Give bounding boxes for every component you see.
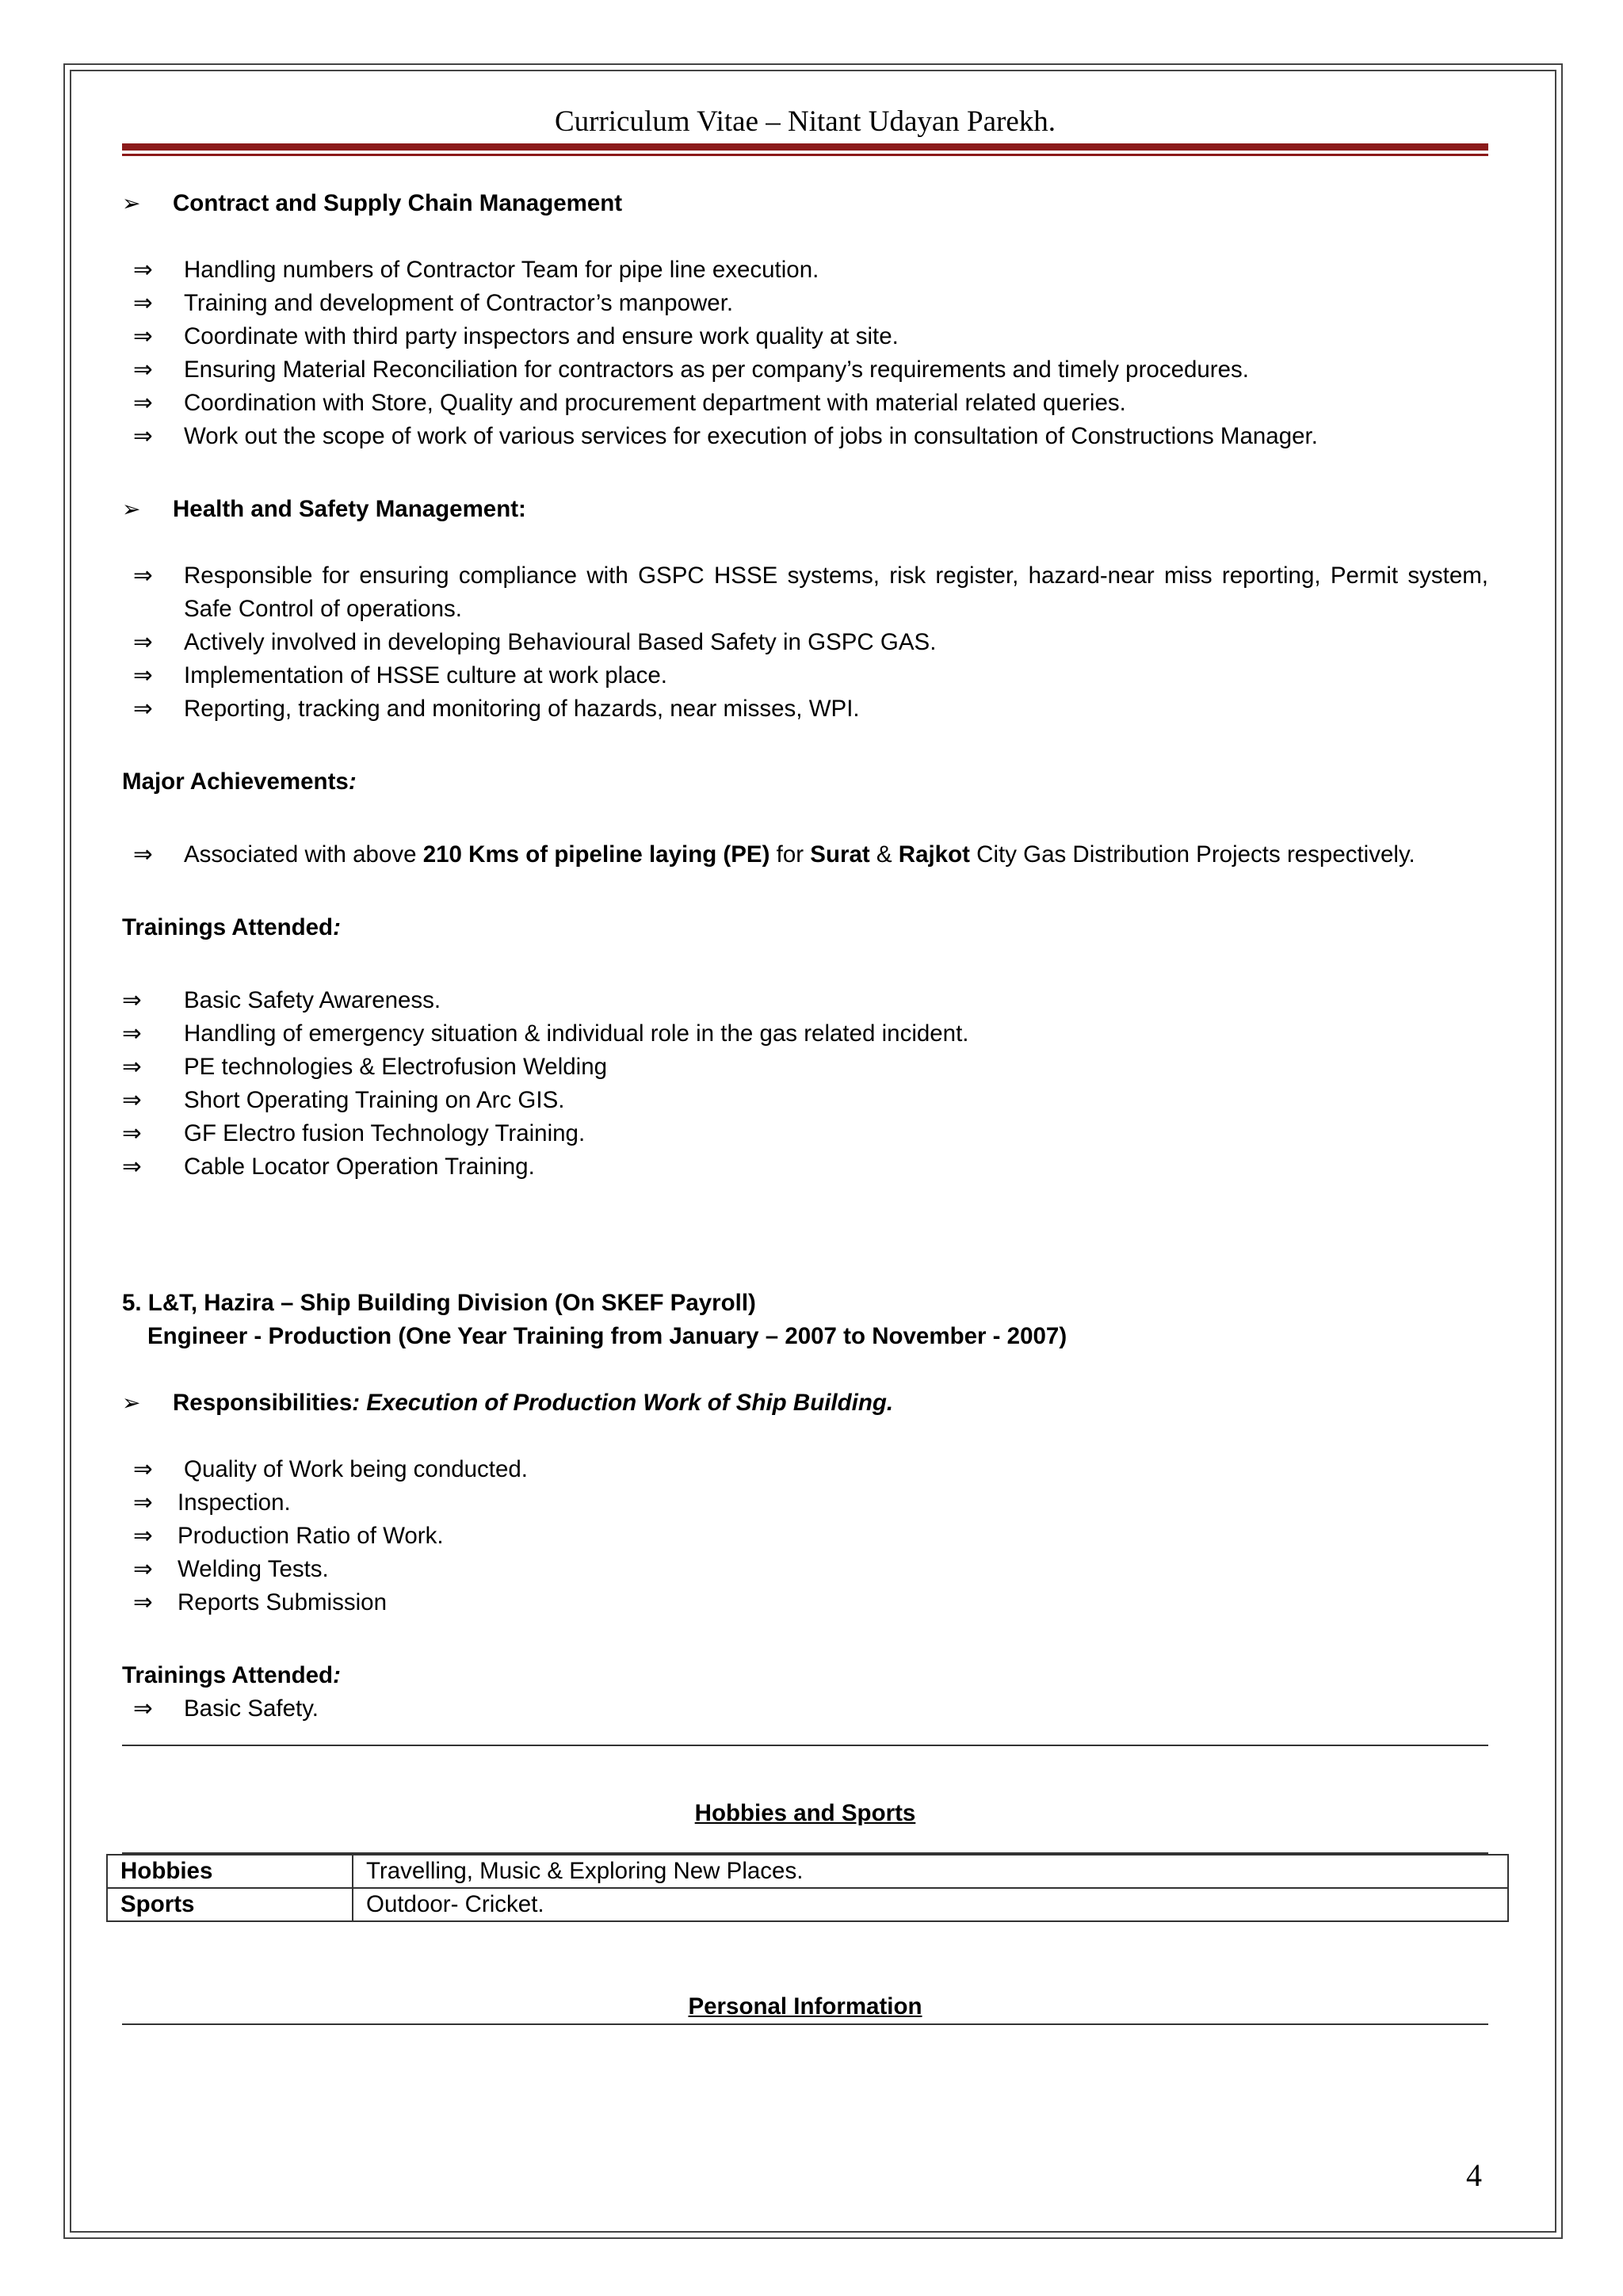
bullet-arrow-icon: ➢ [122,497,141,521]
responsibilities-list [122,1453,1488,1619]
trainings-list-2 [122,1692,1488,1726]
contract-title-text: Contract and Supply Chain Management [173,190,623,216]
implies-arrow-icon: ⇒ [133,841,153,868]
implies-arrow-icon: ⇒ [133,662,153,688]
list-item: ⇒ Production Ratio of Work. [122,1520,1488,1553]
list-item: ⇒ Handling numbers of Contractor Team for pipe line execution. [122,254,1488,287]
implies-arrow-icon: ⇒ [133,323,153,349]
implies-arrow-icon: ⇒ [133,423,153,449]
list-item: ⇒ Actively involved in developing Behavioural Based Safety in GSPC GAS. [122,626,1488,659]
list-item: ⇒ Reporting, tracking and monitoring of hazards, near misses, WPI. [122,692,1488,726]
achievements-list [122,838,1488,871]
table-cell-value: Outdoor- Cricket. [353,1888,1508,1921]
contract-section-title [122,187,1488,220]
implies-arrow-icon: ⇒ [133,1695,153,1722]
personal-heading: Personal Information [688,1993,922,2019]
header-rule [122,143,1488,151]
list-item: ⇒ Cable Locator Operation Training. [122,1150,1488,1184]
achievements-heading: Major Achievements: [122,769,357,795]
personal-divider [122,2023,1488,2025]
implies-arrow-icon: ⇒ [133,257,153,283]
list-item: ⇒ Ensuring Material Reconciliation for contractors as per company’s requirements and timely procedures. [122,353,1488,387]
list-item: ⇒ Training and development of Contractor’s manpower. [122,287,1488,320]
list-item: ⇒ GF Electro fusion Technology Training. [122,1117,1488,1150]
trainings-heading-2: Trainings Attended: [122,1662,341,1688]
list-item: ⇒ Associated with above 210 Kms of pipeline laying (PE) for Surat & Rajkot City Gas Distribution Projects respectively. [122,838,1488,871]
contract-list [122,254,1488,453]
job-title: 5. L&T, Hazira – Ship Building Division (On SKEF Payroll) [122,1290,756,1316]
bullet-arrow-icon: ➢ [122,191,141,215]
table-cell-value: Travelling, Music & Exploring New Places. [353,1855,1508,1888]
list-item: ⇒ Basic Safety. [122,1692,1488,1726]
table-cell-key: Sports [107,1888,353,1921]
implies-arrow-icon: ⇒ [133,290,153,316]
implies-arrow-icon: ⇒ [122,1120,142,1146]
implies-arrow-icon: ⇒ [133,357,153,383]
implies-arrow-icon: ⇒ [133,1456,153,1482]
page-number: 4 [1466,2157,1482,2193]
list-item: ⇒ Implementation of HSSE culture at work place. [122,659,1488,692]
list-item: ⇒ Short Operating Training on Arc GIS. [122,1084,1488,1117]
implies-arrow-icon: ⇒ [122,1154,142,1180]
health-section-title [122,493,1488,526]
list-item: ⇒ PE technologies & Electrofusion Welding [122,1051,1488,1084]
list-item: ⇒ Work out the scope of work of various services for execution of jobs in consultation of Constructions Manager. [122,420,1488,453]
list-item: ⇒ Reports Submission [122,1586,1488,1619]
implies-arrow-icon: ⇒ [133,1556,153,1582]
table-row [107,1888,1508,1921]
implies-arrow-icon: ⇒ [133,1523,153,1549]
implies-arrow-icon: ⇒ [133,1489,153,1516]
health-list [122,559,1488,726]
job-subtitle: Engineer - Production (One Year Training from January – 2007 to November - 2007) [147,1323,1067,1349]
hobbies-table [106,1854,1509,1922]
implies-arrow-icon: ⇒ [122,1054,142,1080]
implies-arrow-icon: ⇒ [122,1087,142,1113]
list-item: ⇒ Quality of Work being conducted. [122,1453,1488,1486]
list-item: ⇒ Inspection. [122,1486,1488,1520]
hobbies-heading: Hobbies and Sports [694,1800,916,1826]
header-title: Curriculum Vitae – Nitant Udayan Parekh. [554,105,1056,138]
implies-arrow-icon: ⇒ [133,696,153,722]
responsibilities-title: ➢ Responsibilities: Execution of Production Work of Ship Building. [122,1386,1488,1420]
list-item: ⇒ Coordinate with third party inspectors and ensure work quality at site. [122,320,1488,353]
list-item: ⇒ Basic Safety Awareness. [122,984,1488,1017]
implies-arrow-icon: ⇒ [133,1589,153,1615]
bullet-arrow-icon: ➢ [122,1390,141,1415]
document-body [122,187,1488,2025]
table-row [107,1855,1508,1888]
implies-arrow-icon: ⇒ [133,629,153,655]
trainings-heading: Trainings Attended: [122,914,341,940]
implies-arrow-icon: ⇒ [133,390,153,416]
header-rule-thin [122,154,1488,156]
implies-arrow-icon: ⇒ [122,987,142,1013]
health-title-text: Health and Safety Management: [173,496,526,522]
implies-arrow-icon: ⇒ [133,563,153,589]
table-cell-key: Hobbies [107,1855,353,1888]
list-item: ⇒ Coordination with Store, Quality and procurement department with material related queries. [122,387,1488,420]
implies-arrow-icon: ⇒ [122,1020,142,1047]
list-item: ⇒ Welding Tests. [122,1553,1488,1586]
list-item: ⇒ Handling of emergency situation & individual role in the gas related incident. [122,1017,1488,1051]
list-item: ⇒ Responsible for ensuring compliance with GSPC HSSE systems, risk register, hazard-near miss reporting, Permit system, Safe Control of operations. [122,559,1488,626]
trainings-list [122,984,1488,1184]
